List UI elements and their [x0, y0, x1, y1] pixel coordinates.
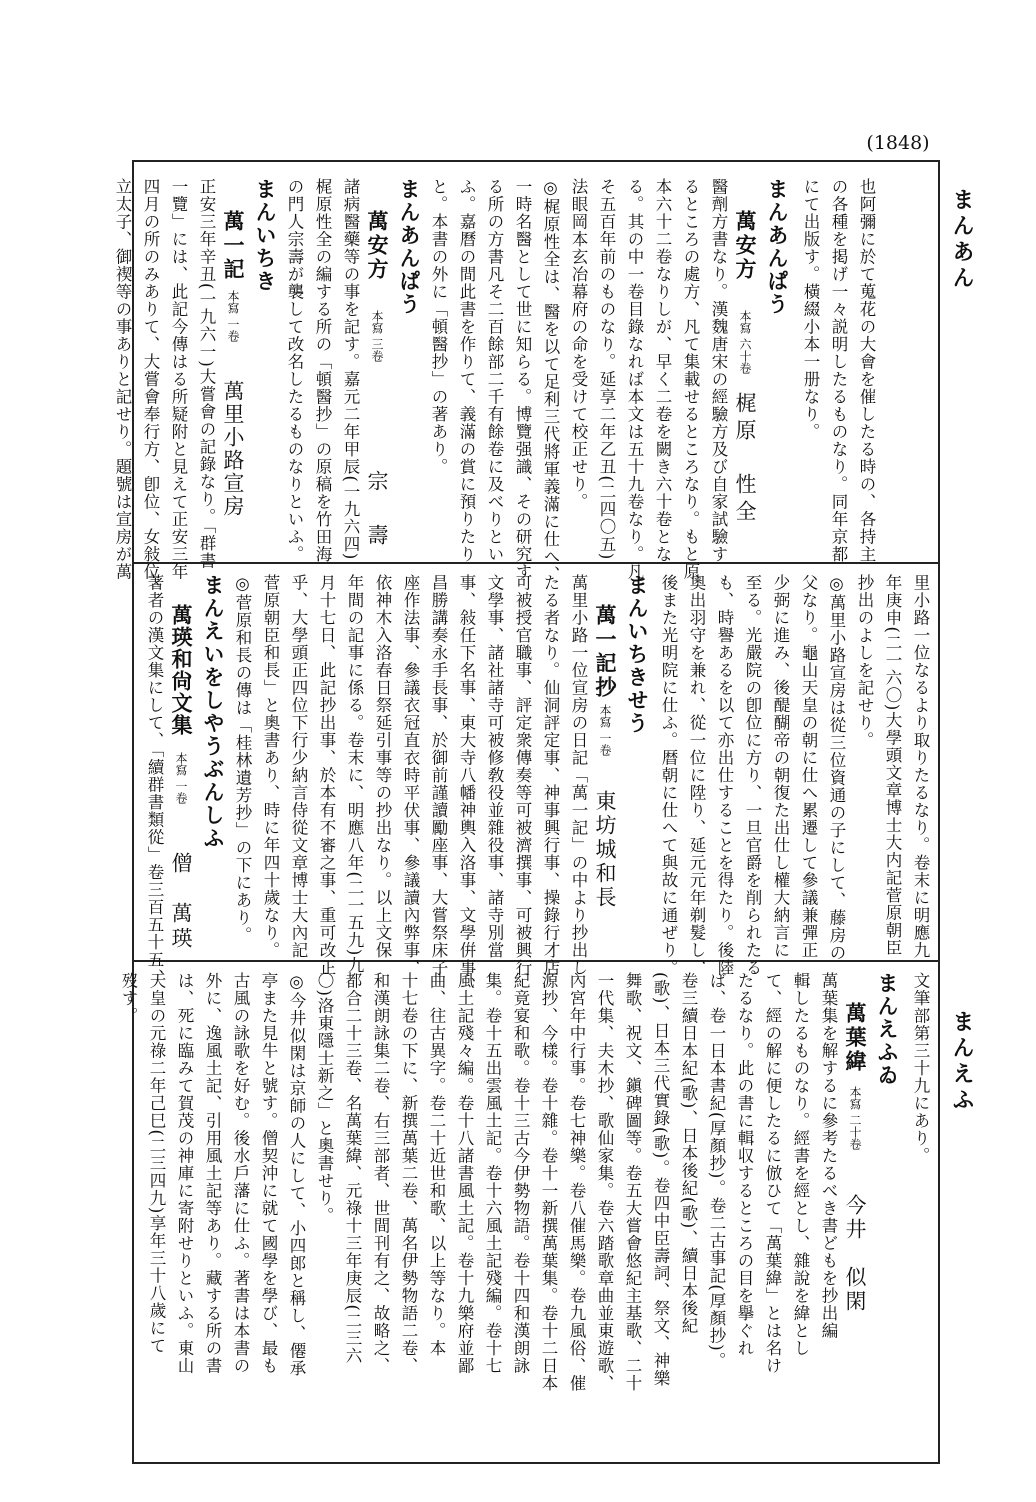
mananpo-1-line-10: ふ。嘉曆の間此書を作りて、義滿の賞に預りたり — [457, 178, 476, 563]
mananpo-1-line-6: 法眼岡本玄冶幕府の命を受けて校正せり。 — [569, 178, 588, 511]
mananpo-1-line-8: 一時名醫として世に知らる。博覽强識、その研究す — [513, 178, 532, 581]
manichikisho-line-8: 依神木入洛春日祭延引事等の抄出なり。以上文保 — [373, 574, 392, 959]
manyoi-line-26: 歿す。 — [119, 972, 138, 1025]
entry-heading-maneisho: まんえいをしやうぶんしふ — [201, 574, 225, 850]
manyoi-line-9: 一代集、夫木抄、歌仙家集。卷六踏歌章曲並東遊歌、 — [595, 972, 614, 1392]
mananpo-1-line-5: そ五百年前のものなり。延享二年乙丑(二四〇五) — [597, 178, 616, 561]
manichikisho-line-11: 乎、大學頭正四位下行少納言侍從文章博士大內記 — [289, 574, 308, 959]
entry-title-maneisho: 萬瑛和尙文集 — [169, 604, 194, 736]
mananpo-1-line-2: るところの處方、凡て集載せるところなり。もと原 — [681, 178, 700, 581]
middle-cont-line-3: 抄出のよしを記せり。 — [855, 574, 874, 749]
mananpo-1-line-11: と。本書の外に「頓醫抄」の著あり。 — [429, 178, 448, 476]
middle-cont-line-9: 奧出羽守を兼れ、從一位に陞り、延元元年剃髮し、 — [687, 574, 706, 977]
maneisho-line-1: 著者の漢文集にして、「續群書類從」卷三百五十五、 — [145, 574, 164, 986]
mananpo-1-line-7: ◎梶原性全は、醫を以て足利三代將軍義滿に仕へ、 — [541, 178, 560, 583]
manichikisho-line-7: 座作法事、參議衣冠直衣時平伏事、參議讀內弊事、 — [401, 574, 420, 977]
middle-cont-line-5: 父なり。龜山天皇の朝に仕へ累遷して參議兼彈正 — [799, 574, 818, 959]
entry-title-manichikisho: 萬一記抄 — [593, 604, 618, 700]
manyoi-line-4: たるなり。此の書に輯収するところの目を擧ぐれ — [735, 972, 754, 1357]
entry-note-mananpo-2: 本寫 三卷 — [370, 310, 384, 362]
manyoi-line-24: は、死に臨みて賀茂の神庫に寄附せりといふ。東山 — [175, 972, 194, 1375]
middle-cont-line-2: 年庚申(二一六〇)大學頭文章博士大内記菅原朝臣 — [883, 574, 902, 957]
manichikisho-line-9: 年間の記事に係る。卷末に、明應八年(二一五九)九 — [345, 574, 364, 974]
upper-intro-line-2: の各種を掲げ一々説明したるものなり。同年京都 — [829, 178, 848, 563]
entry-author-maneisho: 僧 萬瑛 — [169, 852, 193, 952]
entry-title-mananpo-1: 萬安方 — [733, 210, 758, 282]
page-number: (1848) — [866, 132, 930, 154]
entry-heading-manichikisho: まんいちきせう — [625, 574, 649, 735]
running-head-bottom: まんえふ — [949, 1010, 974, 1114]
entry-author-manyoi: 今井 似閑 — [843, 1194, 867, 1314]
manichikisho-line-2: たる者なり。仙洞評定事、神事興行事、操錄行才店 — [541, 574, 560, 977]
entry-title-mananpo-2: 萬安方 — [365, 210, 390, 282]
entry-note-maneisho: 本寫 一卷 — [174, 752, 188, 804]
manichikisho-line-13: ◎菅原和長の傳は「桂林遺芳抄」の下にあり。 — [233, 574, 252, 944]
middle-cont-line-4: ◎萬里小路宣房は從三位資通の子にして、藤房の — [827, 574, 846, 962]
manyoi-line-12: 紀竟宴和歌。卷十三古今伊勢物語。卷十四和漢朗詠 — [511, 972, 530, 1375]
entry-heading-mananpo-1: まんあんぱう — [765, 178, 789, 316]
entry-author-mananpo-1: 梶原 性全 — [733, 392, 757, 527]
manyoi-line-22: 古風の詠歌を好む。後水戶藩に仕ふ。著書は本書の — [231, 972, 250, 1375]
entry-note-manichiki: 本寫 一卷 — [226, 290, 240, 342]
manichikisho-line-3: 可被授官職事、評定衆傳奏等可被濟撰事、可被興行 — [513, 574, 532, 977]
entry-note-mananpo-1: 本寫 六十卷 — [738, 310, 752, 374]
entry-heading-mananpo-2: まんあんぱう — [397, 178, 421, 316]
entry-author-mananpo-2: 宗 壽 — [365, 470, 389, 551]
entry-heading-manichiki: まんいちき — [253, 178, 277, 293]
manichiki-line-3: 四月の所のみありて、大嘗會奉行方、卽位、女敍位、 — [141, 178, 160, 598]
manyoi-line-20: ◎今井似閑は京師の人にして、小四郎と稱し、僊承 — [287, 972, 306, 1377]
middle-cont-line-10: 後また光明院に仕ふ。暦朝に仕へて與故に通ぜり。 — [659, 574, 678, 977]
manyoi-line-18: 都合二十三卷、名萬葉緯、元祿十三年庚辰(二三六 — [343, 972, 362, 1365]
manyoi-line-5: ば、卷一日本書紀(厚顏抄)。卷二古事記(厚顏抄)。 — [707, 972, 726, 1370]
entry-note-manyoi: 本寫 二十卷 — [848, 1086, 862, 1150]
manyoi-line-6: 卷三續日本紀(歌)、日本後紀(歌)、續日本後紀 — [679, 972, 698, 1335]
entry-author-manichikisho: 東坊城和長 — [593, 790, 617, 910]
lower-cont-line-1: 文筆部第三十九にあり。 — [911, 972, 930, 1165]
mananpo-2-line-1: 諸病醫藥等の事を記す。嘉元二年甲辰(一九六四) — [341, 178, 360, 561]
manyoi-line-16: 十七卷の下に、新撰萬葉二卷、萬名伊勢物語二卷、 — [399, 972, 418, 1375]
entry-note-manichikisho: 本寫 一卷 — [598, 704, 612, 756]
upper-intro-line-3: にて出版す。橫綴小本一册なり。 — [801, 178, 820, 441]
manyoi-line-21: 亭また見牛と號す。僧契沖に就て國學を學び、最も — [259, 972, 278, 1375]
manyoi-line-7: (歌)、日本三代實錄(歌)。卷四中臣壽詞、祭文、神樂 — [651, 972, 670, 1387]
manyoi-line-17: 和漢朗詠集二卷、右三部者、世間刊有之、故略之、 — [371, 972, 390, 1375]
entry-heading-manyoi: まんえふゐ — [875, 972, 899, 1087]
manyoi-line-13: 集。卷十五出雲風土記。卷十六風土記殘編。卷十七 — [483, 972, 502, 1375]
middle-cont-line-1: 里小路一位なるより取りたるなり。卷末に明應九 — [911, 574, 930, 959]
mananpo-2-line-3: の門人宗壽が襲して改名したるものなりといふ。 — [285, 178, 304, 563]
manyoi-line-15: 曲、往古異字。卷二十近世和歌、以上等なり。本 — [427, 972, 446, 1357]
middle-cont-line-6: 少弼に進み、後醍醐帝の朝復た出仕し權大納言に — [771, 574, 790, 959]
manyoi-line-25: 天皇の元祿二年己巳(二三四九)享年三十八歲にて — [147, 972, 166, 1355]
manichiki-line-1: 正安三年辛丑(一九六一)大嘗會の記錄なり。「群書 — [197, 178, 216, 570]
mananpo-1-line-1: 醫劑方書なり。漢魏唐宋の經驗方及び自家試驗す — [709, 178, 728, 563]
manichikisho-line-10: 月十七日、此記抄出事、於本有不審之事、重可改正 — [317, 574, 336, 977]
manichikisho-line-1: 萬里小路一位宣房の日記「萬一記」の中より抄出し — [569, 574, 588, 977]
upper-intro-line-1: 也阿彌に於て蒐花の大會を催したる時の、各持主 — [857, 178, 876, 563]
manyoi-line-14: 風土記殘々編。卷十八諸書風土記。卷十九樂府並鄙 — [455, 972, 474, 1375]
manyoi-line-3: て、經の解に便したるに倣ひて「萬葉緯」とは名け — [763, 972, 782, 1375]
manyoi-line-23: 外に、逸風土記、引用風土記等あり。藏する所の書 — [203, 972, 222, 1375]
manichikisho-line-4: 文學事、諸社諸寺可被修敎役並雜役事、諸寺別當 — [485, 574, 504, 959]
running-head-top: まんあん — [949, 188, 974, 292]
middle-cont-line-8: も、時譽あるを以て亦出仕することを得たり。後陸 — [715, 574, 734, 977]
manyoi-line-19: 〇)洛東隱士新之」と奧書せり。 — [315, 972, 334, 1225]
entry-title-manyoi: 萬葉緯 — [843, 1002, 868, 1074]
manyoi-line-8: 舞歌、祝文、鎭碑圖等。卷五大嘗會悠紀主基歌、二十 — [623, 972, 642, 1392]
manyoi-line-2: 輯したるものなり。經書を經とし、雜說を緯とし — [791, 972, 810, 1357]
manichiki-line-2: 一覽」には、此記今傳はる所疑附と見えて正安三年 — [169, 178, 188, 581]
manichikisho-line-12: 菅原朝臣和長」と奧書あり、時に年四十歲なり。 — [261, 574, 280, 959]
manyoi-line-10: 內宮年中行事。卷七神樂。卷八催馬樂。卷九風俗、催 — [567, 972, 586, 1392]
mananpo-1-line-9: る所の方書凡そ二百餘部二千有餘卷に及べりとい — [485, 178, 504, 563]
manichikisho-line-6: 昌勝講奏永手長事、於御前謹讀勵座事、大嘗祭床子 — [429, 574, 448, 977]
manichikisho-line-5: 事、敍任下名事、東大寺八幡神輿入洛事、文學倂事、 — [457, 574, 476, 994]
entry-title-manichiki: 萬一記 — [221, 210, 246, 282]
middle-cont-line-7: 至る。光嚴院の卽位に方り、一旦官爵を削られたる — [743, 574, 762, 977]
manyoi-line-11: 源抄、今樣。卷十雜。卷十一新撰萬葉集。卷十二日本 — [539, 972, 558, 1392]
manyoi-line-1: 萬葉集を解するに參考たるべき書どもを抄出編 — [819, 972, 838, 1340]
entry-author-manichiki: 萬里小路宣房 — [221, 380, 245, 518]
manichiki-line-4: 立太子、御禊等の事ありと記せり。題號は宣房が萬 — [113, 178, 132, 581]
mananpo-1-line-4: る。其の中一卷目錄なれば本文は五十九卷なり。凡 — [625, 178, 644, 581]
mananpo-2-line-2: 梶原性全の編する所の「頓醫抄」の原稿を竹田海 — [313, 178, 332, 563]
mananpo-1-line-3: 本六十二卷なりしが、早く二卷を闕き六十卷とな — [653, 178, 672, 563]
